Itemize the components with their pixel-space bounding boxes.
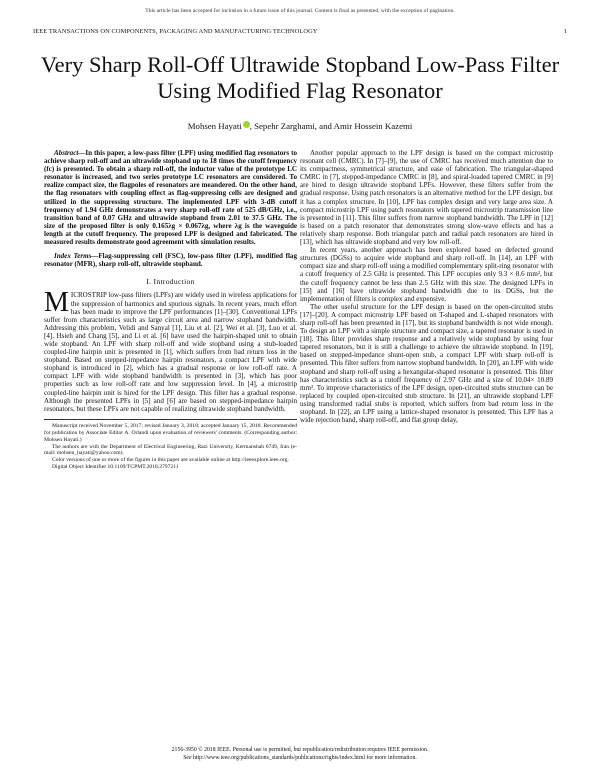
author-others: , Sepehr Zarghami, and Amir Hossein Kazemi bbox=[249, 121, 413, 131]
body-paragraph: Another popular approach to the LPF design is based on the compact microstrip resonant cell (CMRC). In [7]–[9], the use of CMRC has received much attention due to its compactness, symmetrical structure, and ease of fabrication. The triangular-shaped CMRC in [7], stepped-impedance CMRC in [8], and spiral-loaded tapered CMRC in [9] are hired to design ultrawide stopband LPFs. However, these filters suffer from the gradual response. Using patch resonators is an alternative method for the LPF design, but it has a complex structure. In [10], LPF has complex design and very large area size. A compact microstrip LPF using patch resonators with tapered microstrip transmission line is presented in [11]. This filter suffers from narrow stopband bandwidth. The LPF in [12] is based on a patch resonator that demonstrates strong slow-wave effects and has a relatively sharp response. Both triangular patch and radial patch resonators are hired in [13], which has ultrawide stopband and very low roll-off. bbox=[300, 149, 553, 247]
author-line bbox=[30, 121, 570, 131]
author-1: Mohsen Hayati bbox=[187, 121, 242, 131]
drop-cap: M bbox=[44, 287, 69, 319]
intro-text: ICROSTRIP low-pass filters (LPFs) are widely used in wireless applications for the suppression of harmonics and spurious signals. In recent years, much effort has been made to improve the LPF performances [1]–[30]. Conventional LPFs suffer from characteristics such as large circuit area and narrow stopband bandwidth. Addressing this problem, Velidi and Sanyal [1], Liu et al. [2], Wei et al. [3], Luo et al. [4], Hsieh and Chang [5], and Li et al. [6] have used the hairpin-shaped unit to obtain wide stopband. An LPF with sharp roll-off and wide stopband using a stub-loaded coupled-line hairpin unit is presented in [1], which suffers from bad return loss in the stopband. Based on stepped-impedance hairpin resonators, a compact LPF with wide stopband is introduced in [2], which has a gradual response or low roll-off rate. A compact LPF with wide stopband bandwidth is presented in [3], which has poor properties such as low roll-off rate and low suppression level. In [4], a microstrip coupled-line hairpin unit is hired for the LPF design. This filter has a gradual response. Although the presented LPFs in [5] and [6] are based on stepped-impedance hairpin resonators, but these LPFs are not capable of realizing ultrawide stopband bandwidth. bbox=[44, 291, 297, 413]
top-note: This article has been accepted for inclusion in a future issue of this journal. Content is final as presented, with the exception of pagination. bbox=[145, 8, 455, 14]
abstract-lead: Abstract— bbox=[54, 149, 86, 157]
right-column bbox=[300, 149, 553, 424]
copyright-footer bbox=[0, 747, 600, 762]
index-terms-text: Flag-suppressing cell (FSC), low-pass filter (LPF), modified flag resonator (MFR), sharp roll-off, ultrawide stopband. bbox=[44, 252, 297, 269]
intro-paragraph bbox=[44, 287, 297, 413]
orcid-icon[interactable] bbox=[243, 121, 250, 128]
abstract-text: In this paper, a low-pass filter (LPF) using modified flag resonators to achieve sharp roll-off and an ultrawide stopband up to 18 times the cutoff frequency (fc) is presented. To obtain a sharp roll-off, the inductor value of the prototype LC resonator is increased, and two series prototype LC resonators are considered. To realize compact size, the flagpoles of resonators are meandered. On the other hand, the flag resonators with coupling effect as flag-suppressing cells are designed and utilized in the suppressing structure. The implemented LPF with 3-dB cutoff frequency of 1.94 GHz demonstrates a very sharp roll-off rate of 525 dB/GHz, i.e., transition band of 0.07 GHz and ultrawide stopband from 2.01 to 37.5 GHz. The size of the proposed filter is only 0.165λg × 0.067λg, where λg is the waveguide length at the cutoff frequency. The proposed LPF is designed and fabricated. The measured results demonstrate good agreement with simulation results. bbox=[44, 149, 297, 247]
body-paragraph: The other useful structure for the LPF design is based on the open-circuited stubs [17]–[20]. A compact microstrip LPF based on T-shaped and L-shaped resonators with sharp roll-off has been presented in [17], but its stopband bandwidth is not wide enough. To design an LPF with a simple structure and compact size, a tapered resonator is used in [18]. This filter provides sharp response and a relatively wide stopband by using four tapered resonators, but it is still a challenge to achieve the ultrawide stopband. In [19], based on stepped-impedance shunt-open stub, a compact LPF with sharp roll-off is presented. This filter suffers from narrow stopband bandwidth. In [20], an LPF with wide stopband and sharp roll-off using a hexangular-shaped resonator is presented. This filter has characteristics such as a cutoff frequency of 2.97 GHz and a size of 10.04× 10.89 mm². To improve characteristics of the LPF design, open-circuited stubs structure can be replaced by coupled open-circuited stub structure. In [21], an ultrawide stopband LPF using transformed radial stubs is reported, which suffers from bad return loss in the stopband. In [22], an LPF using a lattice-shaped resonator is presented. This LPF has a wide rejection band, sharp roll-off, and flat group delay, bbox=[300, 302, 553, 425]
journal-name: IEEE TRANSACTIONS ON COMPONENTS, PACKAGING AND MANUFACTURING TECHNOLOGY bbox=[33, 28, 318, 35]
section-heading: I. Introduction bbox=[146, 277, 195, 287]
abstract bbox=[44, 149, 297, 246]
footnote-color: Color versions of one or more of the figures in this paper are available online at http://ieeexplore.ieee.org. bbox=[52, 457, 289, 464]
paper-title: Very Sharp Roll-Off Ultrawide Stopband Low-Pass Filter Using Modified Flag Resonator bbox=[40, 52, 560, 103]
running-head bbox=[33, 28, 567, 35]
footnotes bbox=[44, 419, 297, 471]
page-number: 1 bbox=[563, 28, 567, 35]
body-paragraph: In recent years, another approach has been explored based on defected ground structures (DGSs) to acquire wide stopband and sharp roll-off. In [14], an LPF with compact size and sharp roll-off using a modified complementary split-ring resonator with a cutoff frequency of 2.5 GHz is presented. This LPF occupies only 9.3 × 8.6 mm², but the cutoff frequency cannot be less than 2.5 GHz with this size. The designed LPFs in [15] and [16] have ultrawide stopband bandwidth due to its DGSs, but the implementation of filters is complex and expensive. bbox=[300, 246, 553, 303]
copyright-line: 2156-3950 © 2018 IEEE. Personal use is permitted, but republication/redistribution requires IEEE permission. bbox=[171, 747, 429, 753]
left-column bbox=[44, 149, 297, 471]
footnote-authors: The authors are with the Department of Electrical Engineering, Razi University, Kermanshah 6749, Iran (e-mail: mohsen_hayati@yahoo.com). bbox=[44, 443, 297, 457]
footnote-doi: Digital Object Identifier 10.1109/TCPMT.2018.2797211 bbox=[52, 464, 179, 471]
index-terms-lead: Index Terms— bbox=[54, 252, 99, 261]
footnote-manuscript: Manuscript received November 5, 2017; revised January 3, 2018; accepted January 15, 2018. Recommended for publication by Associate Editor A. Orlandi upon evaluation of reviewers' comments. (Corresponding author: Mohsen Hayati.) bbox=[44, 422, 297, 443]
index-terms bbox=[44, 252, 297, 268]
rights-link[interactable]: See http://www.ieee.org/publications_standards/publications/rights/index.html for more information. bbox=[183, 754, 417, 761]
